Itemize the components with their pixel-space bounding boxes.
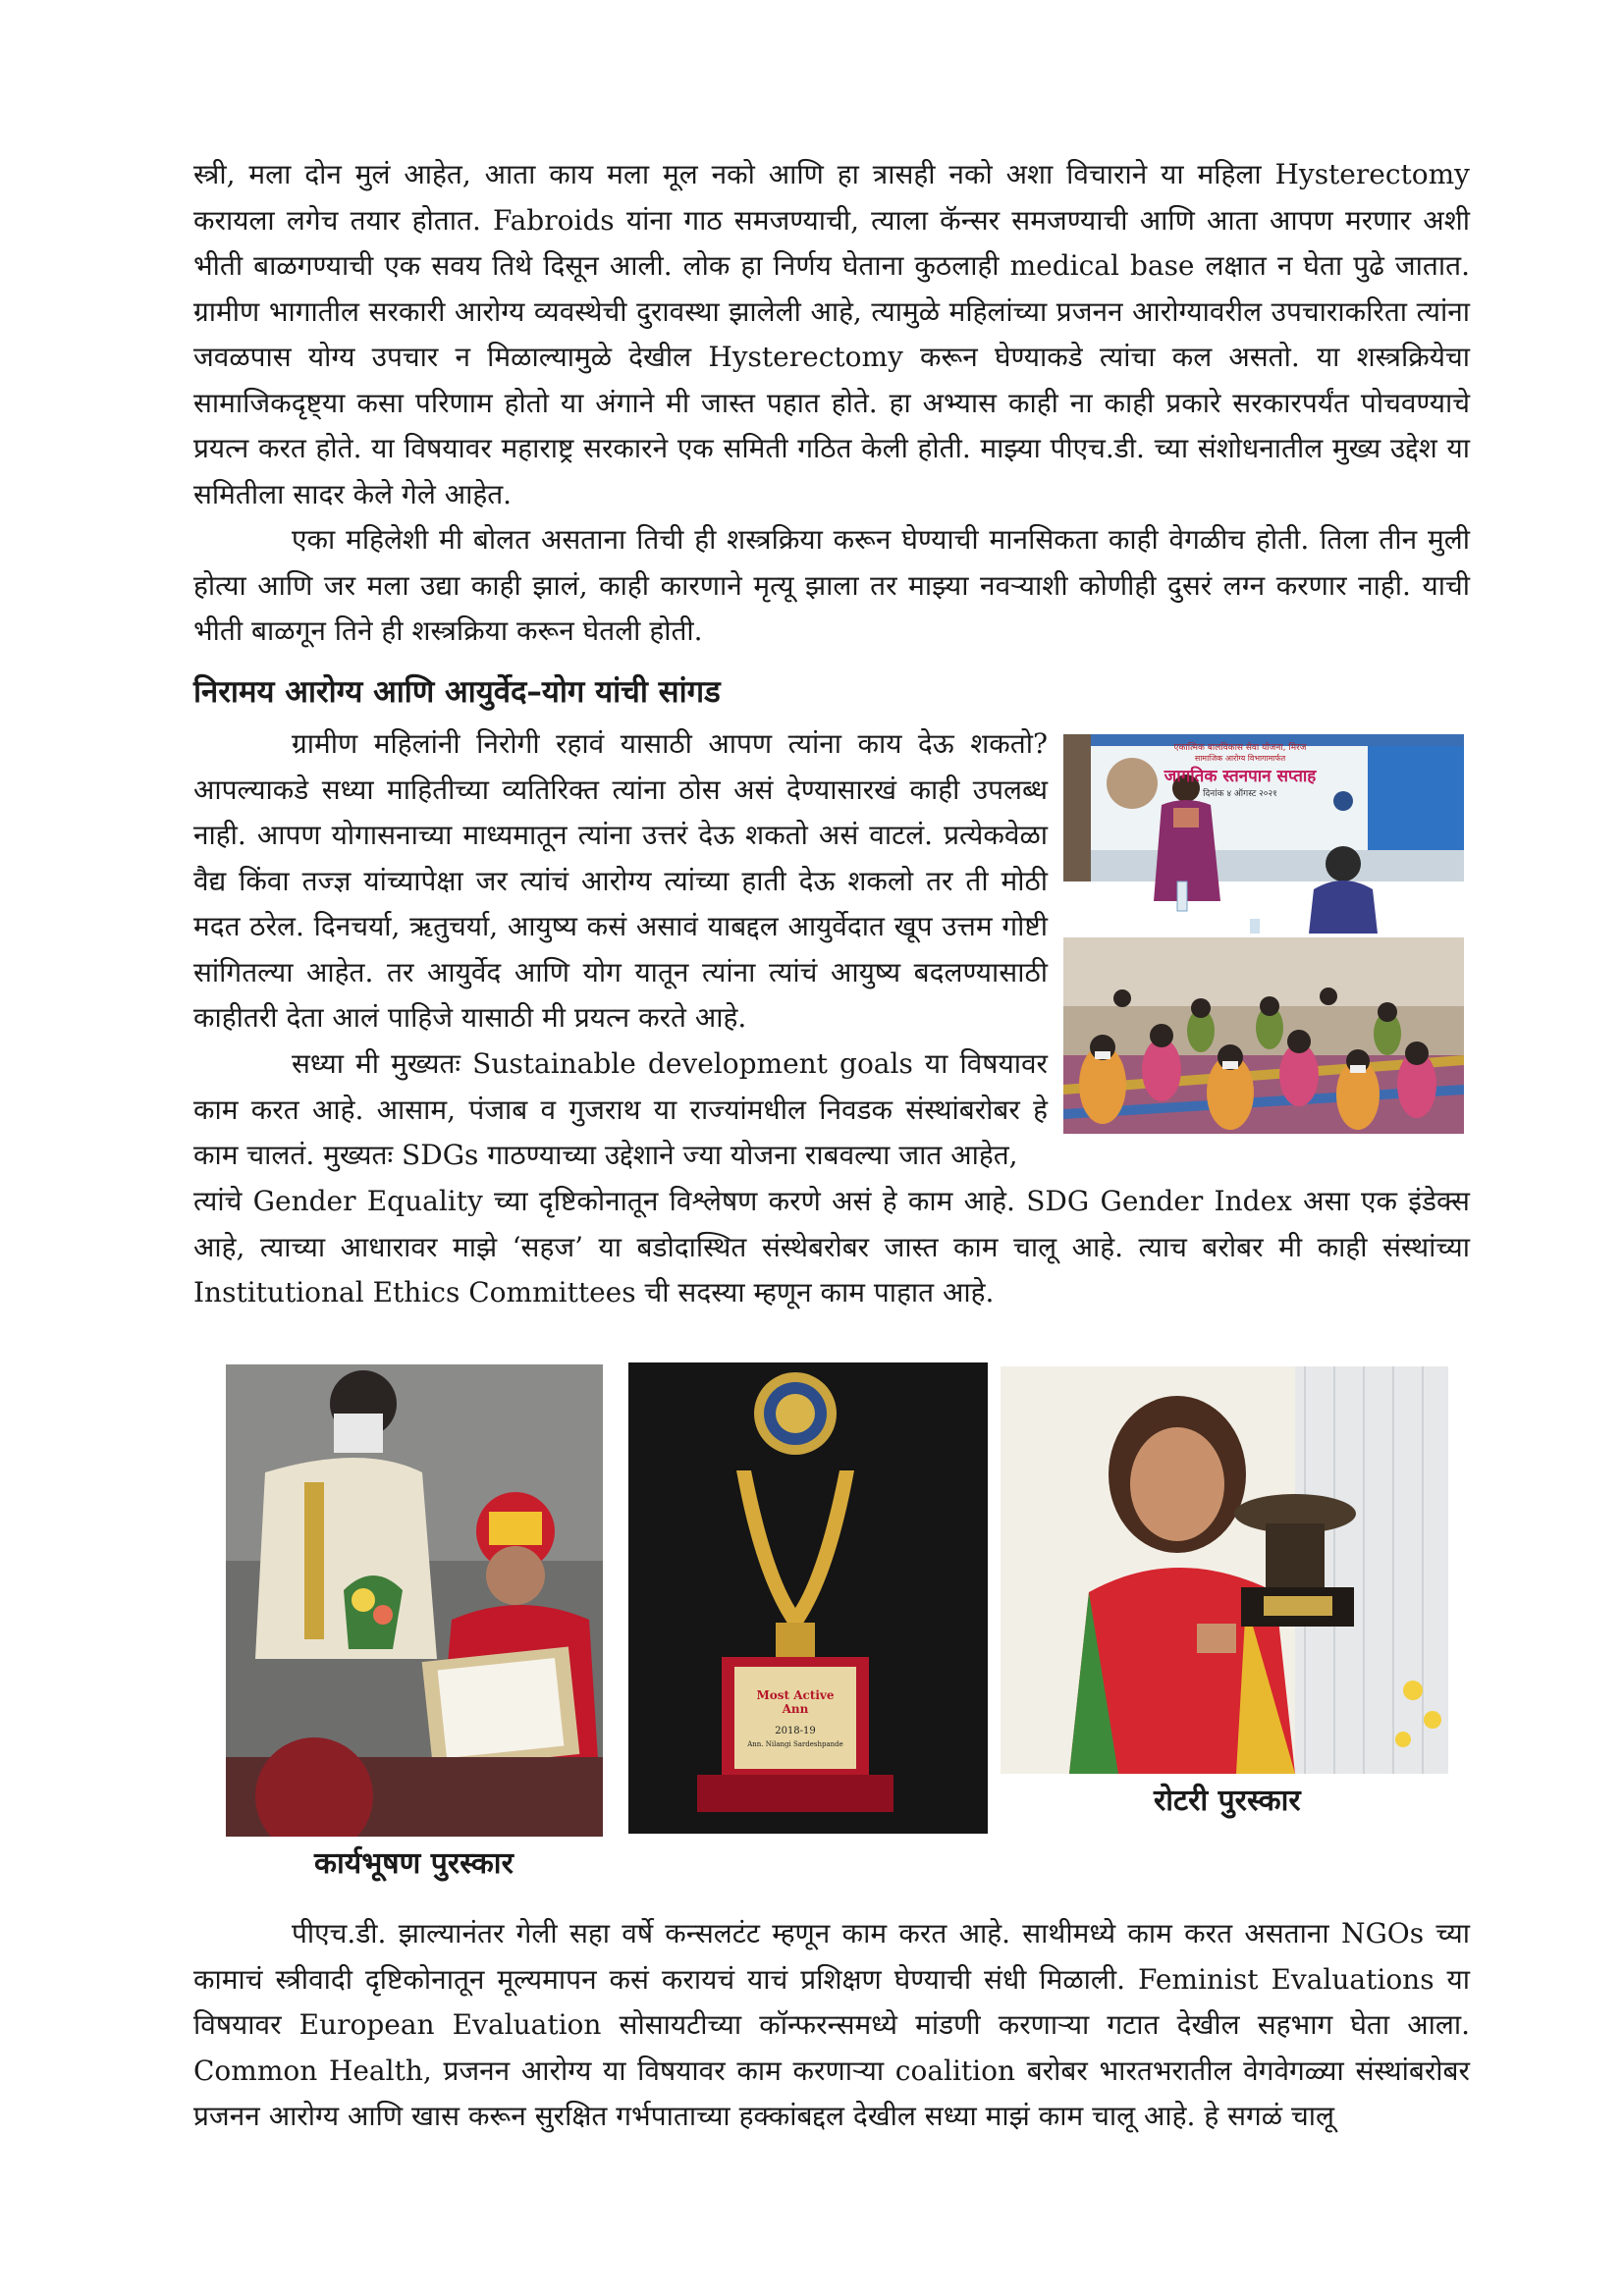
award-ceremony-image — [226, 1364, 603, 1837]
paragraph-1: स्त्री, मला दोन मुलं आहेत, आता काय मला मूल नको आणि हा त्रासही नको अशा विचाराने या महिला Hysterectomy करायला लगेच तयार होतात. Fabroids यांना गाठ समजण्याची, त्याला कॅन्सर समजण्याची आणि आता आपण मरणार अशी भीती बाळगण्याची एक सवय तिथे दिसून आली. लोक हा निर्णय घेताना कुठलाही medical base लक्षात न घेता पुढे जातात. ग्रामीण भागातील सरकारी आरोग्य व्यवस्थेची दुरावस्था झालेली आहे, त्यामुळे महिलांच्या प्रजनन आरोग्यावरील उपचाराकरिता त्यांना जवळपास योग्य उपचार न मिळाल्यामुळे देखील Hysterectomy करून घेण्याकडे त्यांचा कल असतो. या शस्त्रक्रियेचा सामाजिकदृष्ट्या कसा परिणाम होतो या अंगाने मी जास्त पहात होते. हा अभ्यास काही ना काही प्रकारे सरकारपर्यंत पोचवण्याचे प्रयत्न करत होते. या विषयावर महाराष्ट्र सरकारने एक समिती गठित केली होती. माझ्या पीएच.डी. च्या संशोधनातील मुख्य उद्देश या समितीला सादर केले गेले आहेत. — [193, 158, 1470, 510]
plaque-year: 2018-19 — [775, 1726, 816, 1736]
banner-date: दिनांक ४ ऑगस्ट २०२१ — [1203, 789, 1277, 799]
paragraph-4a: सध्या मी मुख्यतः Sustainable development goals या विषयावर काम करत आहे. आसाम, पंजाब व गुजराथ या राज्यांमधील निवडक संस्थांबरोबर हे काम चालतं. मुख्यतः SDGs गाठण्याच्या उद्देशाने ज्या योजना राबवल्या जात आहेत, — [193, 1047, 1048, 1171]
banner-text — [1122, 740, 1358, 799]
rotary-award-photo — [1001, 1366, 1448, 1774]
trophy-plaque — [734, 1667, 856, 1769]
banner-line1: एकात्मिक बालविकास सेवा योजना, मिरज — [1173, 743, 1307, 753]
award-ceremony-photo — [226, 1364, 603, 1837]
paragraph-5: पीएच.डी. झाल्यानंतर गेली सहा वर्षे कन्सलटंट म्हणून काम करत आहे. साथीमध्ये काम करत असताना NGOs च्या कामाचं स्त्रीवादी दृष्टिकोनातून मूल्यमापन कसं करायचं याचं प्रशिक्षण घेण्याची संधी मिळाली. Feminist Evaluations या विषयावर European Evaluation सोसायटीच्या कॉन्फरन्समध्ये मांडणी करणाऱ्या गटात देखील सहभाग घेता आला. Common Health, प्रजनन आरोग्य या विषयावर काम करणाऱ्या coalition बरोबर भारतभरातील वेगवेगळ्या संस्थांबरोबर प्रजनन आरोग्य आणि खास करून सुरक्षित गर्भपाताच्या हक्कांबद्दल देखील सध्या माझं काम चालू आहे. हे सगळं चालू — [193, 1917, 1470, 2132]
group-photo-image — [1063, 937, 1464, 1134]
plaque-line1: Most Active — [756, 1688, 835, 1702]
banner-title: जागतिक स्तनपान सप्ताह — [1164, 767, 1317, 786]
trophy-photo — [628, 1362, 988, 1834]
group-photo — [1063, 937, 1464, 1134]
paragraph-4b: त्यांचे Gender Equality च्या दृष्टिकोनातून विश्लेषण करणे असं हे काम आहे. SDG Gender Index असा एक इंडेक्स आहे, त्याच्या आधारावर माझे ‘सहज’ या बडोदास्थित संस्थेबरोबर जास्त काम चालू आहे. त्याच बरोबर मी काही संस्थांच्या Institutional Ethics Committees ची सदस्या म्हणून काम पाहात आहे. — [193, 1185, 1470, 1308]
banner-line2: सामाजिक आरोग्य विभागामार्फत — [1194, 754, 1286, 763]
caption-karyabhushan: कार्यभूषण पुरस्कार — [314, 1846, 514, 1881]
paragraph-2: एका महिलेशी मी बोलत असताना तिची ही शस्त्रक्रिया करून घेण्याची मानसिकता काही वेगळीच होती. तिला तीन मुली होत्या आणि जर मला उद्या काही झालं, काही कारणाने मृत्यू झाला तर माझ्या नवऱ्याशी कोणीही दुसरं लग्न करणार नाही. याची भीती बाळगून तिने ही शस्त्रक्रिया करून घेतली होती. — [193, 523, 1470, 647]
plaque-line2: Ann — [782, 1702, 809, 1716]
paragraph-3: ग्रामीण महिलांनी निरोगी रहावं यासाठी आपण त्यांना काय देऊ शकतो? आपल्याकडे सध्या माहितीच्या व्यतिरिक्त त्यांना ठोस असं देण्यासारखं काही उपलब्ध नाही. आपण योगासनाच्या माध्यमातून त्यांना उत्तरं देऊ शकतो असं वाटलं. प्रत्येकवेळा वैद्य किंवा तज्ज्ञ यांच्यापेक्षा जर त्यांचं आरोग्य त्यांच्या हाती देऊ शकलो तर ती मोठी मदत ठरेल. दिनचर्या, ऋतुचर्या, आयुष्य कसं असावं याबद्दल आयुर्वेदात खूप उत्तम गोष्टी सांगितल्या आहेत. तर आयुर्वेद आणि योग यातून त्यांना त्यांचं आयुष्य बदलण्यासाठी काहीतरी देता आलं पाहिजे यासाठी मी प्रयत्न करते आहे. — [193, 727, 1048, 1034]
section-heading: निरामय आरोग्य आणि आयुर्वेद–योग यांची सांगड — [193, 674, 721, 710]
plaque-name: Ann. Nilangi Sardeshpande — [747, 1740, 843, 1748]
seminar-photo — [1063, 734, 1464, 934]
caption-rotary: रोटरी पुरस्कार — [1154, 1784, 1301, 1818]
rotary-award-image — [1001, 1366, 1448, 1774]
